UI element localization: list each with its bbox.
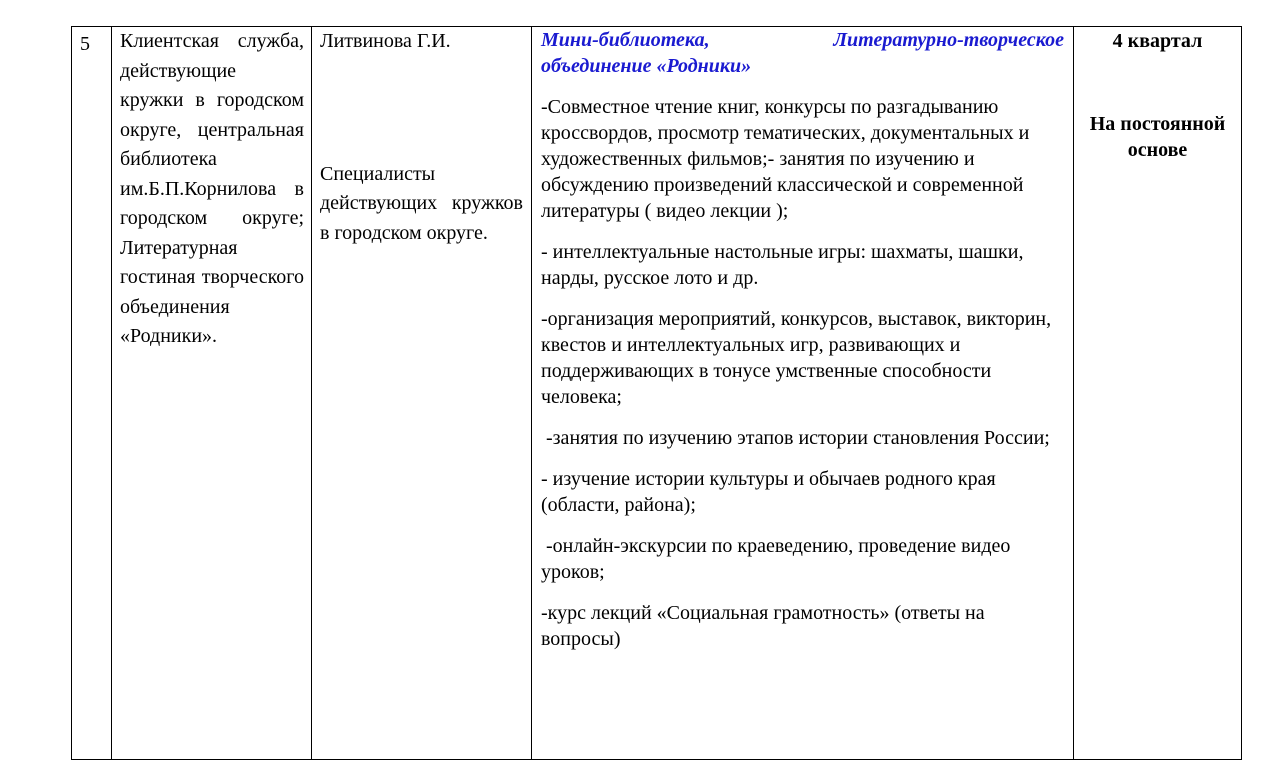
content-item: -организация мероприятий, конкурсов, выставок, викторин, квестов и интеллектуальных игр, развивающих и поддерживающих в тонусе умственные способности человека;: [541, 308, 1052, 408]
table-row: [72, 27, 1242, 760]
row-number: 5: [80, 33, 90, 55]
term-permanent: На постоянной основе: [1089, 113, 1226, 161]
content-title-line1: Мини-библиотека, Литературно-творческое: [541, 29, 1064, 51]
content-item: - интеллектуальные настольные игры: шахматы, шашки, нарды, русское лото и др.: [541, 241, 1024, 289]
content-title: [541, 27, 1064, 79]
content-title-line2: объединение «Родники»: [541, 55, 752, 77]
content-item: -онлайн-экскурсии по краеведению, проведение видео уроков;: [541, 535, 1016, 583]
responsible-name: Литвинова Г.И.: [320, 30, 451, 52]
responsible-cell: [312, 27, 532, 760]
responsible-specialists: Специалисты действующих кружков в городском округе.: [320, 162, 523, 244]
content-item: -курс лекций «Социальная грамотность» (ответы на вопросы): [541, 602, 985, 650]
activity-plan-table: [71, 26, 1242, 760]
row-number-cell: [72, 27, 112, 760]
content-item: - изучение истории культуры и обычаев родного края (области, района);: [541, 468, 996, 516]
content-item: -Совместное чтение книг, конкурсы по разгадыванию кроссвордов, просмотр тематических, документальных и художественных фильмов;- занятия по изучению и обсуждению произведений классической и современной литературы ( видео лекции );: [541, 96, 1030, 222]
content-item: -занятия по изучению этапов истории становления России;: [541, 427, 1050, 449]
place-cell: [112, 27, 312, 760]
term-cell: [1074, 27, 1242, 760]
term-quarter: 4 квартал: [1112, 30, 1203, 52]
content-cell: [532, 27, 1074, 760]
place-text: Клиентская служба, действующие кружки в городском округе, центральная библиотека им.Б.П.Корнилова в городском округе; Литературная гостиная творческого объединения «Родники».: [120, 30, 304, 347]
